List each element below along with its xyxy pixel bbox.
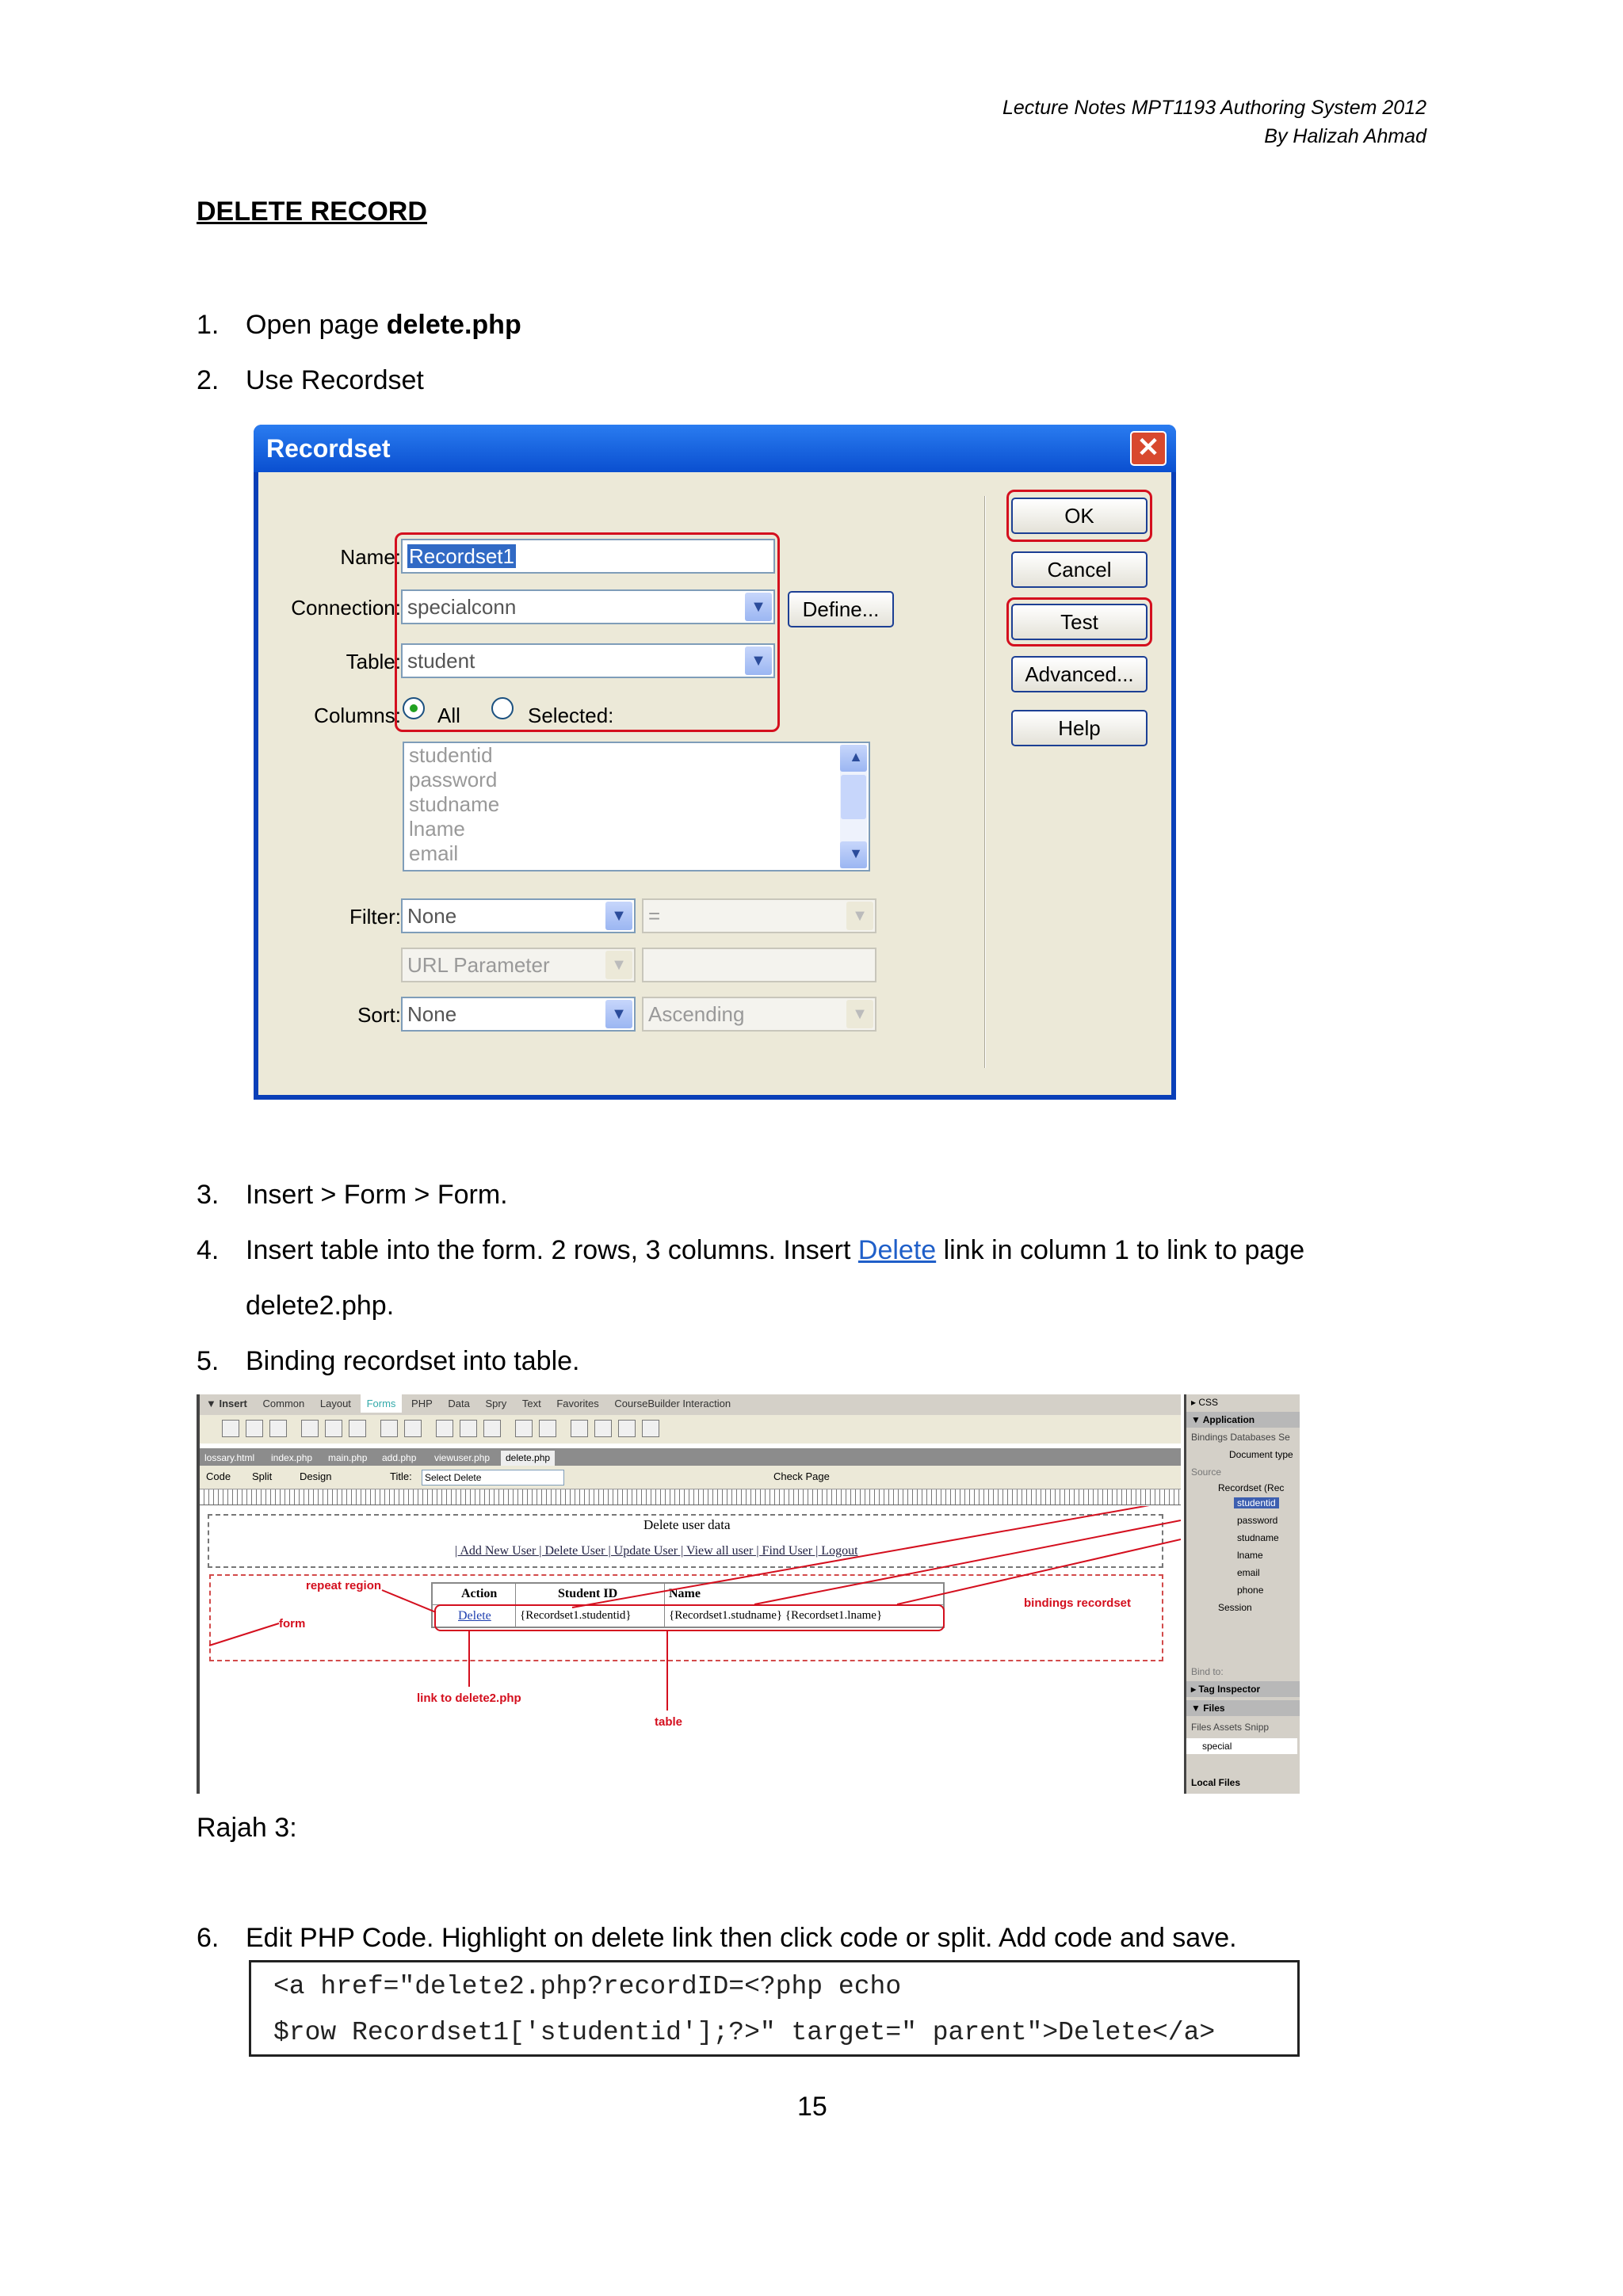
field-item[interactable] bbox=[1234, 1497, 1279, 1508]
filter-operator-select[interactable] bbox=[642, 898, 876, 933]
code-view-button[interactable]: Code bbox=[206, 1470, 231, 1482]
chevron-down-icon: ▼ bbox=[846, 902, 873, 930]
filter-param-value: URL Parameter bbox=[407, 953, 550, 977]
tag-inspector-header[interactable]: ▸ Tag Inspector bbox=[1186, 1681, 1300, 1697]
field-label: studentid bbox=[1234, 1497, 1279, 1508]
scroll-down-icon[interactable]: ▼ bbox=[840, 841, 867, 868]
radio-icon[interactable] bbox=[325, 1420, 342, 1437]
file-tabs bbox=[200, 1448, 1181, 1466]
step-text bbox=[246, 1233, 1304, 1268]
design-view-button[interactable]: Design bbox=[300, 1470, 332, 1482]
button-icon[interactable] bbox=[460, 1420, 477, 1437]
sort-select[interactable] bbox=[401, 997, 636, 1032]
insert-tab[interactable]: ▼ Insert bbox=[206, 1398, 247, 1409]
chevron-down-icon: ▼ bbox=[745, 593, 772, 621]
code-snippet bbox=[249, 1960, 1300, 2057]
chevron-down-icon: ▼ bbox=[605, 902, 632, 930]
site-select[interactable]: special bbox=[1186, 1738, 1297, 1754]
spry-text-icon[interactable] bbox=[539, 1420, 556, 1437]
close-icon[interactable]: ✕ bbox=[1130, 431, 1167, 466]
insert-tab[interactable]: Favorites bbox=[556, 1398, 599, 1409]
table-header: Action bbox=[461, 1587, 498, 1600]
spry-select-icon[interactable] bbox=[571, 1420, 588, 1437]
name-label: Name: bbox=[340, 545, 401, 569]
columns-label: Columns: bbox=[314, 704, 401, 727]
step-text: Binding recordset into table. bbox=[246, 1346, 580, 1376]
advanced-button[interactable]: Advanced... bbox=[1011, 656, 1148, 692]
step-number: 3. bbox=[197, 1180, 220, 1210]
annotation-lines bbox=[200, 1506, 1181, 1794]
file-tab[interactable]: index.php bbox=[271, 1452, 313, 1463]
delete-link-cell[interactable]: Delete bbox=[458, 1609, 491, 1623]
insert-tabs bbox=[200, 1394, 1181, 1415]
chevron-down-icon: ▼ bbox=[605, 1000, 632, 1028]
table-header: Name bbox=[669, 1587, 701, 1600]
connection-label: Connection: bbox=[291, 596, 401, 620]
local-files-label: Local Files bbox=[1191, 1777, 1241, 1788]
step-text: Edit PHP Code. Highlight on delete link then click code or split. Add code and save. bbox=[246, 1923, 1237, 1953]
chevron-down-icon: ▼ bbox=[745, 646, 772, 675]
document-toolbar bbox=[200, 1466, 1181, 1489]
list-item: studname bbox=[409, 792, 500, 816]
step-number: 5. bbox=[197, 1346, 220, 1376]
jump-menu-icon[interactable] bbox=[380, 1420, 398, 1437]
bind-to-label: Bind to: bbox=[1191, 1666, 1224, 1677]
insert-tab[interactable]: Text bbox=[521, 1398, 541, 1409]
delete-link[interactable]: Delete bbox=[857, 1235, 937, 1265]
ruler bbox=[200, 1489, 1181, 1505]
insert-icons-bar bbox=[200, 1415, 1181, 1444]
file-tab[interactable]: main.php bbox=[328, 1452, 368, 1463]
file-tab[interactable]: lossary.html bbox=[204, 1452, 255, 1463]
annotation-repeat-region: repeat region bbox=[306, 1579, 382, 1592]
file-tab[interactable]: viewuser.php bbox=[434, 1452, 491, 1463]
list-item: studentid bbox=[409, 743, 493, 767]
sort-order-value: Ascending bbox=[648, 1002, 745, 1026]
recordset-node[interactable]: Recordset (Rec bbox=[1218, 1482, 1285, 1493]
bindings-tabs[interactable]: Bindings Databases Se bbox=[1191, 1432, 1290, 1443]
text-field-icon[interactable] bbox=[246, 1420, 263, 1437]
highlight-box bbox=[395, 532, 780, 732]
dialog-titlebar bbox=[254, 425, 1176, 472]
scrollbar[interactable] bbox=[840, 745, 867, 868]
filter-value: None bbox=[407, 904, 457, 928]
spry-radio-icon[interactable] bbox=[642, 1420, 659, 1437]
field-item[interactable]: password bbox=[1237, 1515, 1278, 1526]
insert-tab[interactable]: Layout bbox=[319, 1398, 351, 1409]
section-title: DELETE RECORD bbox=[197, 196, 427, 227]
insert-tab-active[interactable]: Forms bbox=[361, 1394, 403, 1413]
fieldset-icon[interactable] bbox=[515, 1420, 533, 1437]
source-label: Source bbox=[1191, 1466, 1222, 1478]
split-view-button[interactable]: Split bbox=[252, 1470, 273, 1482]
test-button[interactable]: Test bbox=[1011, 604, 1148, 640]
code-line: $row Recordset1['studentid'];?>" target=" parent">Delete</a> bbox=[273, 2018, 1216, 2047]
title-input[interactable]: Select Delete bbox=[422, 1470, 564, 1486]
step-text-plain: link in column 1 to link to page bbox=[936, 1235, 1305, 1265]
form-icon[interactable] bbox=[222, 1420, 239, 1437]
header-course: Lecture Notes MPT1193 Authoring System 2012 bbox=[1002, 97, 1426, 119]
table-label: Table: bbox=[346, 650, 401, 673]
field-item[interactable]: studname bbox=[1237, 1532, 1279, 1543]
field-item[interactable]: phone bbox=[1237, 1585, 1264, 1596]
page-number: 15 bbox=[797, 2092, 827, 2122]
radio-selected-label: Selected: bbox=[528, 704, 614, 727]
insert-tab[interactable]: CourseBuilder Interaction bbox=[614, 1398, 731, 1409]
header-author: By Halizah Ahmad bbox=[1264, 125, 1426, 147]
checkbox-icon[interactable] bbox=[301, 1420, 319, 1437]
spry-checkbox-icon[interactable] bbox=[594, 1420, 612, 1437]
list-item: lname bbox=[409, 817, 465, 841]
label-icon[interactable] bbox=[483, 1420, 501, 1437]
code-line: <a href="delete2.php?recordID=<?php echo bbox=[273, 1972, 902, 2001]
step-text bbox=[246, 307, 521, 342]
scroll-up-icon[interactable]: ▲ bbox=[840, 745, 867, 772]
chevron-down-icon: ▼ bbox=[605, 951, 632, 979]
step-number: 1. bbox=[197, 310, 220, 340]
page-heading: Delete user data bbox=[643, 1517, 731, 1532]
sort-order-select[interactable] bbox=[642, 997, 876, 1032]
step-text: Insert > Form > Form. bbox=[246, 1180, 508, 1210]
scroll-thumb[interactable] bbox=[841, 775, 866, 819]
design-canvas bbox=[200, 1506, 1181, 1794]
sort-label: Sort: bbox=[357, 1003, 401, 1027]
title-label: Title: bbox=[390, 1470, 412, 1482]
insert-tab[interactable]: PHP bbox=[411, 1398, 433, 1409]
annotation-link: link to delete2.php bbox=[417, 1691, 521, 1705]
step-number: 2. bbox=[197, 365, 220, 395]
step-text: delete2.php. bbox=[246, 1291, 395, 1321]
session-node[interactable]: Session bbox=[1218, 1602, 1252, 1613]
files-tabs[interactable]: Files Assets Snipp bbox=[1191, 1722, 1270, 1733]
file-tab[interactable]: add.php bbox=[382, 1452, 417, 1463]
field-item[interactable]: lname bbox=[1237, 1550, 1263, 1561]
filter-operator-value: = bbox=[648, 904, 661, 928]
css-panel-header[interactable]: ▸ CSS bbox=[1191, 1397, 1219, 1408]
annotation-table: table bbox=[655, 1715, 683, 1729]
list-item: password bbox=[409, 768, 498, 791]
sort-value: None bbox=[407, 1002, 457, 1026]
insert-tab[interactable]: Spry bbox=[485, 1398, 507, 1409]
list-item: email bbox=[409, 841, 459, 865]
dialog-body bbox=[258, 472, 1171, 1095]
insert-tab[interactable]: Data bbox=[448, 1398, 470, 1409]
application-panel-header[interactable]: ▼ Application bbox=[1186, 1412, 1300, 1428]
filter-label: Filter: bbox=[349, 905, 401, 929]
ok-button[interactable]: OK bbox=[1011, 498, 1148, 534]
table-header: Student ID bbox=[558, 1587, 618, 1600]
name-value: Recordset1 bbox=[409, 544, 514, 568]
field-item[interactable]: email bbox=[1237, 1567, 1260, 1578]
divider bbox=[984, 496, 986, 1068]
cancel-button[interactable]: Cancel bbox=[1011, 551, 1148, 588]
nav-links[interactable]: | Add New User | Delete User | Update User | View all user | Find User | Logout bbox=[455, 1544, 858, 1558]
annotation-form: form bbox=[279, 1617, 306, 1630]
filter-value-input[interactable] bbox=[642, 948, 876, 982]
help-button[interactable]: Help bbox=[1011, 710, 1148, 746]
filter-select[interactable] bbox=[401, 898, 636, 933]
step-text: Use Recordset bbox=[246, 365, 424, 395]
files-panel-header[interactable]: ▼ Files bbox=[1186, 1700, 1300, 1716]
side-panel bbox=[1184, 1394, 1300, 1794]
table-cell: {Recordset1.studname} {Recordset1.lname} bbox=[669, 1609, 883, 1622]
step-filename: delete.php bbox=[386, 310, 521, 340]
radio-all-label: All bbox=[437, 704, 460, 727]
hidden-field-icon[interactable] bbox=[269, 1420, 287, 1437]
figure-caption: Rajah 3: bbox=[197, 1813, 297, 1843]
step-text-plain: Open page bbox=[246, 310, 387, 340]
document-type: Document type bbox=[1229, 1449, 1293, 1460]
dreamweaver-screenshot bbox=[197, 1394, 1300, 1794]
connection-value: specialconn bbox=[407, 595, 517, 619]
columns-listbox[interactable] bbox=[403, 742, 870, 871]
define-button[interactable]: Define... bbox=[788, 591, 894, 627]
filter-param-select[interactable] bbox=[401, 948, 636, 982]
spry-textarea-icon[interactable] bbox=[618, 1420, 636, 1437]
table-cell: {Recordset1.studentid} bbox=[520, 1609, 632, 1622]
page-header bbox=[1002, 93, 1426, 151]
step-number: 6. bbox=[197, 1923, 220, 1953]
file-field-icon[interactable] bbox=[436, 1420, 453, 1437]
chevron-down-icon: ▼ bbox=[846, 1000, 873, 1028]
check-page-button[interactable]: Check Page bbox=[773, 1470, 830, 1482]
dialog-title: Recordset bbox=[266, 434, 391, 463]
table-value: student bbox=[407, 649, 475, 673]
recordset-dialog bbox=[254, 425, 1176, 1100]
annotation-bindings: bindings recordset bbox=[1024, 1596, 1132, 1610]
step-number: 4. bbox=[197, 1235, 220, 1265]
image-field-icon[interactable] bbox=[404, 1420, 422, 1437]
list-icon[interactable] bbox=[349, 1420, 366, 1437]
file-tab-active[interactable]: delete.php bbox=[501, 1451, 555, 1466]
insert-tab[interactable]: Common bbox=[262, 1398, 305, 1409]
step-text-plain: Insert table into the form. 2 rows, 3 columns. Insert bbox=[246, 1235, 858, 1265]
